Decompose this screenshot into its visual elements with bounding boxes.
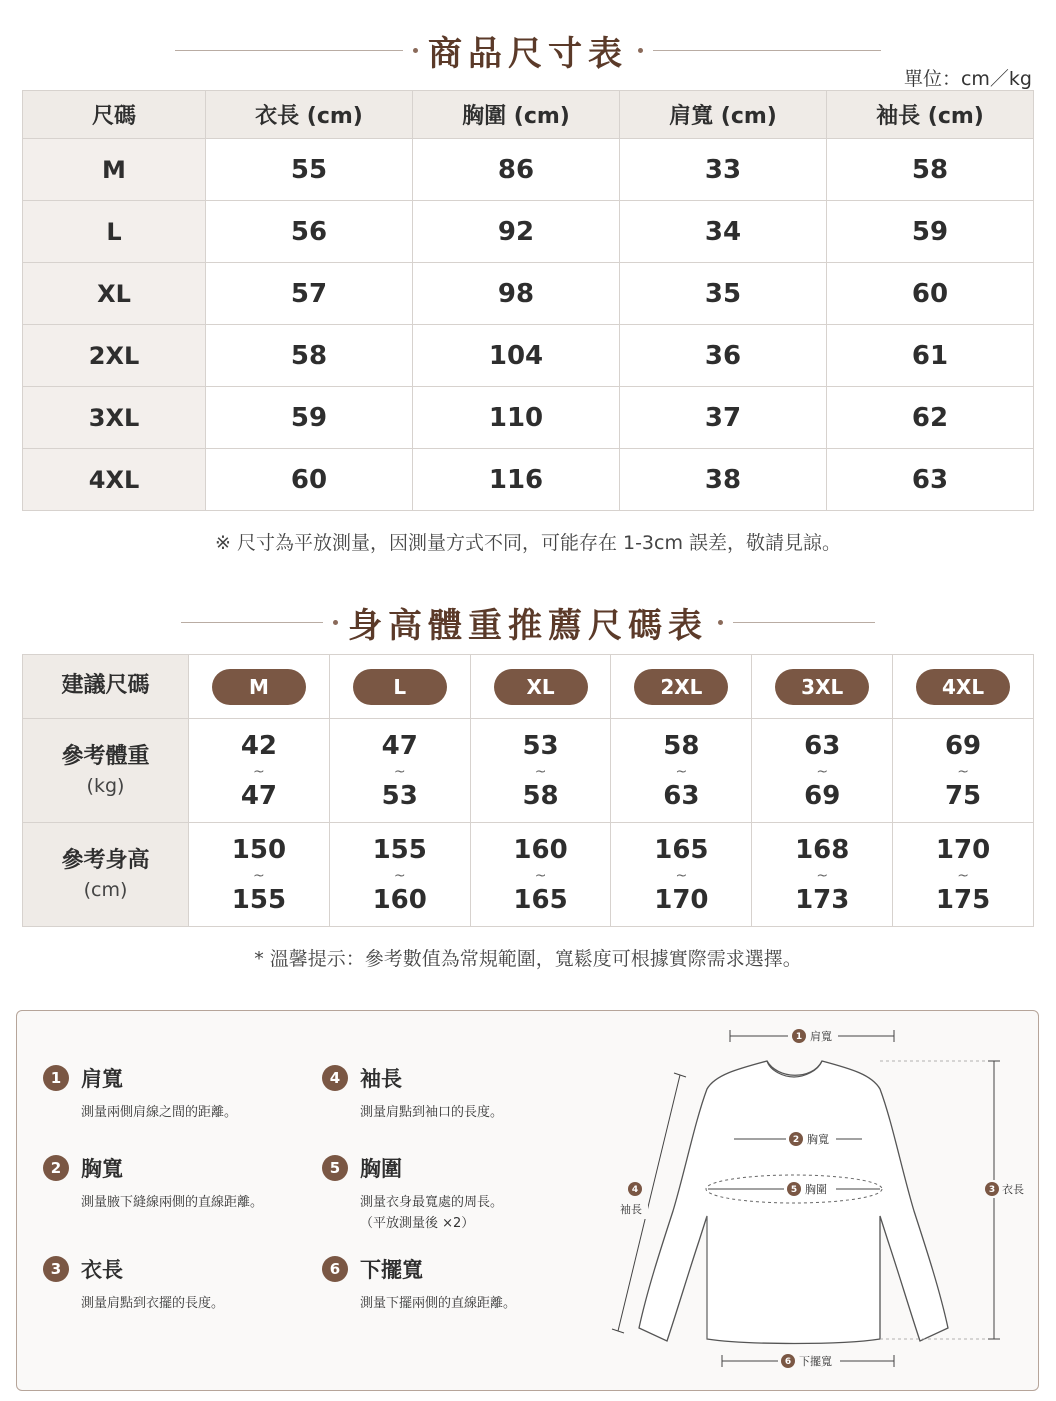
guide-title: 肩寬 [81,1067,123,1091]
height-cell [893,823,1034,927]
guide-number: 3 [43,1256,69,1282]
size-table [22,90,1034,511]
guide-item-shoulder [43,1063,237,1124]
title-dot [413,48,418,53]
chest-cell: 98 [413,263,620,325]
title-divider-right [733,622,875,623]
title-dot [638,48,643,53]
size-pill: 2XL [634,669,728,705]
height-max: 175 [935,884,991,915]
title-divider-left [181,622,323,623]
weight-max: 63 [663,780,700,811]
weight-row [23,719,1034,823]
size-cell: 3XL [23,387,206,449]
chest-cell: 86 [413,139,620,201]
length-cell: 58 [206,325,413,387]
weight-min: 69 [944,730,982,761]
shoulder-cell: 36 [620,325,827,387]
title-divider-left [175,50,403,51]
guide-desc: 測量腋下縫線兩側的直線距離。 [81,1195,264,1210]
table-row [23,263,1034,325]
measurement-guide [16,1010,1039,1391]
table-row [23,387,1034,449]
size-pill-cell [752,655,893,719]
title-dot [333,620,338,625]
height-max: 173 [795,884,850,915]
recommend-title-bar [0,598,1056,647]
shoulder-label: 肩寬 [810,1030,832,1043]
weight-min: 58 [663,730,700,761]
sleeve-cell: 63 [827,449,1034,511]
tilde: ~ [957,763,969,780]
weight-cell [329,719,470,823]
unit-label: 單位：cm／kg [903,68,1032,90]
size-chart-title-bar [0,26,1056,75]
size-pill: L [353,669,447,705]
size-pill: 4XL [916,669,1010,705]
height-cell [189,823,330,927]
tilde: ~ [675,867,688,884]
chest-cell: 104 [413,325,620,387]
tilde: ~ [816,763,829,780]
weight-cell [752,719,893,823]
height-label: 參考身高 [61,847,150,873]
chest-cell: 92 [413,201,620,263]
weight-unit: (kg) [86,774,125,797]
guide-item-hem [322,1254,516,1315]
length-label: 衣長 [1002,1183,1024,1196]
guide-desc-line: 測量衣身最寬處的周長。 [360,1195,504,1210]
tilde: ~ [957,867,969,884]
size-pill-cell [329,655,470,719]
length-cell: 60 [206,449,413,511]
shoulder-cell: 38 [620,449,827,511]
size-pill-cell [470,655,611,719]
header-shoulder: 肩寬 (cm) [620,91,827,139]
size-pill-cell [893,655,1034,719]
height-max: 155 [231,884,287,915]
height-min: 150 [231,834,287,865]
size-cell: 2XL [23,325,206,387]
table-row [23,325,1034,387]
height-max: 165 [513,884,568,915]
sleeve-cell: 58 [827,139,1034,201]
height-max: 160 [372,884,427,915]
guide-desc: 測量兩側肩線之間的距離。 [81,1105,238,1120]
table-row [23,449,1034,511]
size-note: ※ 尺寸為平放測量，因測量方式不同，可能存在 1-3cm 誤差，敬請見諒。 [214,532,842,554]
table-header-row [23,91,1034,139]
chest-width-num-text: 2 [792,1135,800,1145]
size-cell: XL [23,263,206,325]
guide-desc [360,1193,503,1235]
chest-circ-num-text: 5 [790,1185,798,1195]
sleeve-num-text: 4 [631,1185,639,1195]
sleeve-cell: 62 [827,387,1034,449]
table-row [23,201,1034,263]
size-cell: M [23,139,206,201]
size-row-label: 建議尺碼 [23,655,189,719]
length-cell: 59 [206,387,413,449]
recommend-title: 身高體重推薦尺碼表 [348,606,708,646]
guide-number: 1 [43,1065,69,1091]
guide-title: 下擺寬 [360,1258,423,1282]
title-divider-right [653,50,881,51]
height-row [23,823,1034,927]
chest-circ-label: 胸圍 [805,1183,827,1196]
length-cell: 55 [206,139,413,201]
size-cell: L [23,201,206,263]
length-cell: 56 [206,201,413,263]
guide-desc: 測量肩點到袖口的長度。 [360,1105,504,1120]
guide-title: 胸圍 [360,1157,402,1181]
shoulder-cell: 33 [620,139,827,201]
weight-min: 63 [804,730,841,761]
sleeve-cell: 61 [827,325,1034,387]
guide-number: 5 [322,1155,348,1181]
title-dot [718,620,723,625]
shirt-outline [639,1061,948,1344]
size-pill-cell [189,655,330,719]
height-unit: (cm) [83,878,128,901]
tilde: ~ [816,867,829,884]
size-pill-row [23,655,1034,719]
shoulder-cell: 35 [620,263,827,325]
tilde: ~ [675,763,688,780]
size-pill: XL [494,669,588,705]
weight-max: 53 [381,780,418,811]
tilde: ~ [393,763,406,780]
recommend-note: * 溫馨提示：參考數值為常規範圍，寬鬆度可根據實際需求選擇。 [254,948,802,970]
weight-max: 75 [944,780,982,811]
tilde: ~ [534,867,547,884]
guide-desc: 測量下擺兩側的直線距離。 [360,1296,517,1311]
height-cell [752,823,893,927]
height-min: 168 [795,834,850,865]
chest-width-label: 胸寬 [807,1133,829,1146]
guide-item-chest-width [43,1153,263,1214]
chest-cell: 116 [413,449,620,511]
tilde: ~ [253,763,265,780]
shoulder-cell: 37 [620,387,827,449]
shoulder-cell: 34 [620,201,827,263]
guide-desc: 測量肩點到衣擺的長度。 [81,1296,225,1311]
garment-diagram [602,1011,1038,1392]
height-min: 155 [372,834,427,865]
weight-min: 42 [240,730,277,761]
height-min: 170 [935,834,991,865]
size-pill: M [212,669,306,705]
guide-number: 4 [322,1065,348,1091]
weight-cell [893,719,1034,823]
height-min: 165 [654,834,709,865]
sleeve-cell: 60 [827,263,1034,325]
size-pill-cell [611,655,752,719]
tilde: ~ [393,867,406,884]
header-sleeve: 袖長 (cm) [827,91,1034,139]
guide-desc-line: （平放測量後 ×2） [360,1215,475,1231]
weight-cell [611,719,752,823]
height-row-label [23,823,189,927]
guide-title: 胸寬 [81,1157,123,1181]
weight-max: 58 [522,780,559,811]
weight-min: 47 [381,730,418,761]
height-cell [470,823,611,927]
weight-min: 53 [522,730,559,761]
header-chest: 胸圍 (cm) [413,91,620,139]
weight-row-label [23,719,189,823]
table-row [23,139,1034,201]
tilde: ~ [534,763,547,780]
sleeve-label: 袖長 [620,1203,642,1216]
weight-label: 參考體重 [61,743,150,769]
tilde: ~ [253,867,265,884]
hem-num-text: 6 [784,1357,792,1367]
size-cell: 4XL [23,449,206,511]
guide-number: 6 [322,1256,348,1282]
chest-cell: 110 [413,387,620,449]
sleeve-cell: 59 [827,201,1034,263]
length-num-text: 3 [988,1185,996,1195]
height-max: 170 [654,884,709,915]
header-size: 尺碼 [23,91,206,139]
guide-item-length [43,1254,224,1315]
weight-max: 47 [240,780,277,811]
weight-cell [470,719,611,823]
guide-title: 衣長 [81,1258,123,1282]
header-length: 衣長 (cm) [206,91,413,139]
weight-cell [189,719,330,823]
length-cell: 57 [206,263,413,325]
guide-title: 袖長 [360,1067,402,1091]
height-min: 160 [513,834,568,865]
hem-label: 下擺寬 [799,1355,832,1368]
guide-item-sleeve [322,1063,503,1124]
size-pill: 3XL [775,669,869,705]
size-chart-title: 商品尺寸表 [428,34,628,74]
guide-item-chest-circ [322,1153,503,1235]
height-cell [329,823,470,927]
height-cell [611,823,752,927]
guide-number: 2 [43,1155,69,1181]
recommend-table [22,654,1034,927]
weight-max: 69 [804,780,841,811]
shoulder-num-text: 1 [795,1032,803,1042]
